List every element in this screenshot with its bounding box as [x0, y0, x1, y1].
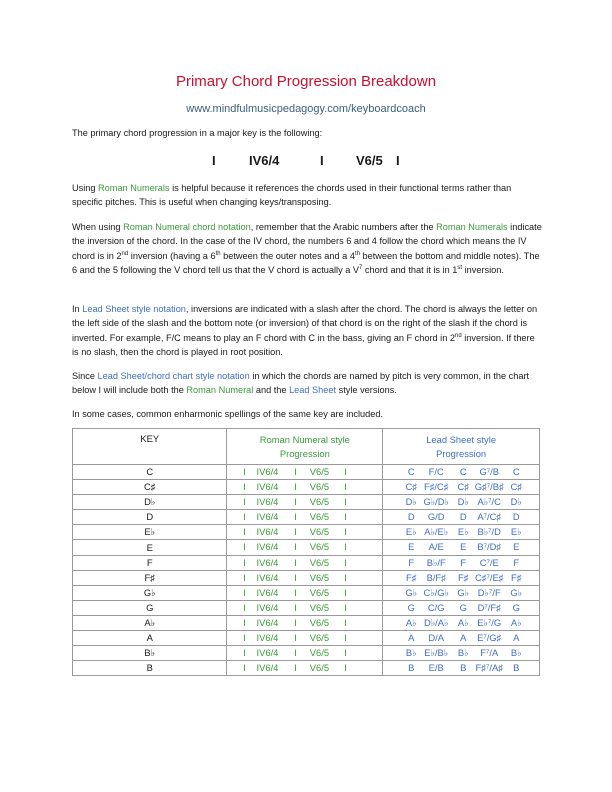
- roman-numeral-chord: V6/5: [309, 647, 330, 659]
- lead-sheet-chord: G♭: [405, 586, 418, 598]
- lead-sheet-chord: E: [513, 541, 520, 553]
- roman-numeral-chord: V6/5: [309, 632, 330, 644]
- term-roman-numeral-notation: Roman Numeral chord notation: [123, 222, 251, 232]
- roman-numeral-chord: IV6/4: [256, 541, 279, 553]
- lead-sheet-chord: D♭/A♭: [423, 616, 449, 628]
- roman-numeral-chord: I: [294, 647, 297, 659]
- lead-sheet-chord: A♭: [405, 616, 417, 628]
- roman-numeral-cell: [227, 495, 383, 510]
- page-title: Primary Chord Progression Breakdown: [175, 73, 437, 90]
- table-row: [73, 540, 540, 555]
- roman-numeral-chord: IV6/4: [256, 632, 279, 644]
- paragraph-roman-numeral-notation: When using Roman Numeral chord notation, remember that the Arabic numbers after the Roman Numerals indicate the inversion of the chord. In the case of the IV chord, the numbers 6 and 4 follow the chord which means the IV chord is in 2nd inversion (having a 6th between the outer notes and a 4th between the bottom and middle notes). The 6 and the 5 following the V chord tell us that the V chord is actually a $V^7$ chord and that it is in 1st inversion.: [72, 222, 542, 275]
- lead-sheet-cell: [383, 555, 540, 570]
- roman-numeral-chord: I: [294, 586, 297, 598]
- key-cell: F♯: [73, 570, 227, 585]
- roman-numeral-chord: IV6/4: [256, 556, 279, 568]
- lead-sheet-chord: A: [408, 632, 415, 644]
- lead-sheet-cell: [383, 540, 540, 555]
- chord-progression: [0, 153, 612, 171]
- roman-numeral-chord: I: [344, 632, 347, 644]
- progression-chord: IV6/4: [249, 153, 280, 168]
- lead-sheet-chord: G♭: [457, 586, 470, 598]
- lead-sheet-chord: C♯: [510, 481, 522, 493]
- table-row: [73, 510, 540, 525]
- roman-numeral-chord: V6/5: [309, 616, 330, 628]
- lead-sheet-chord: E/B: [428, 662, 444, 674]
- roman-numeral-chord: V6/5: [309, 601, 330, 613]
- key-cell: D♭: [73, 495, 227, 510]
- roman-numeral-cell: [227, 600, 383, 615]
- roman-numeral-chord: I: [344, 466, 347, 477]
- progression-chord: I: [320, 153, 324, 168]
- lead-sheet-chord: E♭: [405, 526, 417, 538]
- roman-numeral-chord: V6/5: [309, 571, 330, 583]
- lead-sheet-cell: [383, 661, 540, 676]
- lead-sheet-chord: G♯⁷/B♯: [474, 481, 504, 493]
- key-cell: G♭: [73, 585, 227, 600]
- lead-sheet-cell: [383, 600, 540, 615]
- intro-paragraph: The primary chord progression in a major key is the following:: [72, 128, 323, 138]
- roman-numeral-cell: [227, 585, 383, 600]
- header-roman-numeral: Roman Numeral style Progression: [227, 429, 383, 465]
- roman-numeral-chord: V6/5: [309, 466, 330, 477]
- progression-chord: I: [396, 153, 400, 168]
- roman-numeral-chord: I: [243, 616, 246, 628]
- lead-sheet-chord: E♭: [457, 526, 469, 538]
- lead-sheet-chord: D♭: [457, 496, 469, 508]
- table-row: [73, 646, 540, 661]
- lead-sheet-chord: A♭⁷/C: [477, 496, 501, 508]
- lead-sheet-cell: [383, 495, 540, 510]
- lead-sheet-chord: F♯⁷/A♯: [475, 662, 503, 674]
- roman-numeral-chord: IV6/4: [256, 481, 279, 493]
- table-row: [73, 600, 540, 615]
- roman-numeral-cell: [227, 570, 383, 585]
- roman-numeral-chord: V6/5: [309, 511, 330, 523]
- roman-numeral-chord: I: [294, 571, 297, 583]
- lead-sheet-cell: [383, 585, 540, 600]
- lead-sheet-chord: E♭/B♭: [424, 647, 449, 659]
- lead-sheet-chord: D: [407, 511, 415, 523]
- progression-chord: V6/5: [356, 153, 383, 168]
- roman-numeral-cell: [227, 540, 383, 555]
- table-row: [73, 555, 540, 570]
- lead-sheet-cell: [383, 570, 540, 585]
- roman-numeral-chord: I: [344, 511, 347, 523]
- roman-numeral-cell: [227, 555, 383, 570]
- lead-sheet-chord: B: [460, 662, 467, 674]
- roman-numeral-chord: I: [344, 662, 347, 674]
- lead-sheet-cell: [383, 480, 540, 495]
- lead-sheet-chord: F♯/C♯: [423, 481, 449, 493]
- roman-numeral-chord: V6/5: [309, 586, 330, 598]
- lead-sheet-chord: C♭/G♭: [423, 586, 449, 598]
- lead-sheet-chord: A: [513, 632, 520, 644]
- lead-sheet-chord: F♯: [458, 571, 469, 583]
- lead-sheet-chord: A/E: [428, 541, 444, 553]
- roman-numeral-chord: I: [344, 616, 347, 628]
- key-cell: A♭: [73, 615, 227, 630]
- key-cell: C: [73, 465, 227, 480]
- table-row: [73, 570, 540, 585]
- paragraph-chart-explanation: Since Lead Sheet/chord chart style notation in which the chords are named by pitch is very common, in the chart below I will include both the Roman Numeral and the Lead Sheet style versions.: [72, 371, 530, 396]
- lead-sheet-chord: C♯⁷/E♯: [475, 571, 504, 583]
- lead-sheet-chord: C♯: [457, 481, 469, 493]
- roman-numeral-chord: IV6/4: [256, 586, 279, 598]
- key-cell: C♯: [73, 480, 227, 495]
- roman-numeral-chord: IV6/4: [256, 511, 279, 523]
- lead-sheet-chord: G: [459, 601, 467, 613]
- table-row: [73, 661, 540, 676]
- lead-sheet-chord: F♯: [511, 571, 522, 583]
- lead-sheet-chord: E: [408, 541, 415, 553]
- table-header-row: [73, 429, 540, 465]
- table-row: [73, 585, 540, 600]
- lead-sheet-chord: A: [460, 632, 467, 644]
- roman-numeral-chord: I: [294, 541, 297, 553]
- lead-sheet-chord: E: [460, 541, 467, 553]
- lead-sheet-chord: G/D: [427, 511, 445, 523]
- lead-sheet-chord: B♭: [405, 647, 417, 659]
- lead-sheet-chord: F: [408, 556, 415, 568]
- roman-numeral-chord: I: [294, 662, 297, 674]
- roman-numeral-chord: I: [243, 662, 246, 674]
- roman-numeral-cell: [227, 525, 383, 540]
- table-row: [73, 480, 540, 495]
- table-row: [73, 525, 540, 540]
- roman-numeral-chord: I: [294, 632, 297, 644]
- lead-sheet-chord: C/G: [427, 601, 445, 613]
- header-lead-sheet: Lead Sheet style Progression: [383, 429, 540, 465]
- roman-numeral-chord: I: [243, 466, 246, 477]
- roman-numeral-cell: [227, 661, 383, 676]
- roman-numeral-chord: I: [294, 526, 297, 538]
- lead-sheet-chord: C: [459, 466, 467, 477]
- roman-numeral-chord: I: [294, 481, 297, 493]
- key-cell: E♭: [73, 525, 227, 540]
- lead-sheet-chord: G♭/D♭: [423, 496, 449, 508]
- term-lead-sheet: Lead Sheet: [289, 385, 337, 396]
- term-roman-numerals: Roman Numerals: [98, 183, 170, 193]
- header-key: KEY: [73, 429, 227, 465]
- lead-sheet-chord: B♭: [457, 647, 469, 659]
- roman-numeral-chord: IV6/4: [256, 466, 279, 477]
- roman-numeral-cell: [227, 615, 383, 630]
- roman-numeral-chord: I: [243, 632, 246, 644]
- roman-numeral-chord: I: [344, 556, 347, 568]
- table-row: [73, 465, 540, 480]
- roman-numeral-cell: [227, 646, 383, 661]
- roman-numeral-chord: I: [344, 496, 347, 508]
- lead-sheet-chord: A♭: [510, 616, 522, 628]
- roman-numeral-cell: [227, 510, 383, 525]
- roman-numeral-cell: [227, 465, 383, 480]
- roman-numeral-chord: IV6/4: [256, 662, 279, 674]
- lead-sheet-chord: F⁷/A: [480, 647, 499, 659]
- roman-numeral-chord: I: [243, 541, 246, 553]
- lead-sheet-chord: G: [512, 601, 520, 613]
- roman-numeral-chord: I: [294, 601, 297, 613]
- key-cell: A: [73, 631, 227, 646]
- lead-sheet-chord: E♭⁷/G: [477, 616, 502, 628]
- lead-sheet-chord: B♭: [510, 647, 522, 659]
- lead-sheet-cell: [383, 465, 540, 480]
- lead-sheet-chord: B⁷/D♯: [477, 541, 502, 553]
- lead-sheet-chord: E♭: [510, 526, 522, 538]
- key-cell: E: [73, 540, 227, 555]
- lead-sheet-chord: B/F♯: [426, 571, 446, 583]
- key-cell: F: [73, 555, 227, 570]
- lead-sheet-cell: [383, 631, 540, 646]
- roman-numeral-chord: V6/5: [309, 526, 330, 538]
- roman-numeral-chord: I: [294, 616, 297, 628]
- roman-numeral-cell: [227, 631, 383, 646]
- roman-numeral-chord: I: [243, 511, 246, 523]
- paragraph-lead-sheet-notation: In Lead Sheet style notation, inversions are indicated with a slash after the chord. The chord is always the letter on the left side of the slash and the bottom note (or inversion) of that chord is on the right of the slash if the chord is inverted. For example, F/C means to play an F chord with C in the bass, giving an F chord in 2nd inversion. If there is no slash, then the chord is played in root position.: [72, 304, 538, 357]
- lead-sheet-chord: A⁷/C♯: [477, 511, 502, 523]
- lead-sheet-chord: C: [512, 466, 520, 477]
- roman-numeral-chord: I: [294, 496, 297, 508]
- roman-numeral-chord: IV6/4: [256, 616, 279, 628]
- lead-sheet-chord: D: [459, 511, 467, 523]
- roman-numeral-chord: V6/5: [309, 556, 330, 568]
- roman-numeral-chord: I: [243, 481, 246, 493]
- roman-numeral-chord: I: [344, 526, 347, 538]
- lead-sheet-chord: A♭: [457, 616, 469, 628]
- lead-sheet-chord: C⁷/E: [479, 556, 499, 568]
- lead-sheet-chord: F♯: [406, 571, 417, 583]
- roman-numeral-chord: I: [344, 571, 347, 583]
- chord-progression-table: [72, 428, 540, 676]
- website-url[interactable]: www.mindfulmusicpedagogy.com/keyboardcoach: [186, 103, 426, 115]
- lead-sheet-chord: B♭⁷/D: [477, 526, 501, 538]
- lead-sheet-chord: D♭: [510, 496, 522, 508]
- roman-numeral-chord: I: [294, 556, 297, 568]
- lead-sheet-chord: C: [407, 466, 415, 477]
- term-lead-sheet-notation: Lead Sheet style notation: [82, 304, 186, 314]
- lead-sheet-cell: [383, 646, 540, 661]
- lead-sheet-chord: B♭/F: [426, 556, 446, 568]
- lead-sheet-chord: G: [407, 601, 415, 613]
- table-row: [73, 631, 540, 646]
- lead-sheet-chord: F: [460, 556, 467, 568]
- roman-numeral-chord: I: [243, 601, 246, 613]
- roman-numeral-chord: I: [243, 586, 246, 598]
- roman-numeral-chord: I: [344, 481, 347, 493]
- term-roman-numeral: Roman Numeral: [186, 385, 254, 396]
- roman-numeral-chord: I: [344, 601, 347, 613]
- lead-sheet-chord: D/A: [428, 632, 445, 644]
- table-row: [73, 495, 540, 510]
- table-row: [73, 615, 540, 630]
- lead-sheet-chord: B: [408, 662, 415, 674]
- lead-sheet-chord: G♭: [510, 586, 523, 598]
- roman-numeral-chord: I: [243, 496, 246, 508]
- roman-numeral-chord: I: [243, 556, 246, 568]
- paragraph-roman-numerals: Using Roman Numerals is helpful because it references the chords used in their functional terms rather than specific pitches. This is useful when changing keys/transposing.: [72, 183, 512, 208]
- roman-numeral-cell: [227, 480, 383, 495]
- roman-numeral-chord: V6/5: [309, 541, 330, 553]
- table-body: [73, 465, 540, 676]
- lead-sheet-chord: F/C: [428, 466, 444, 477]
- roman-numeral-chord: IV6/4: [256, 571, 279, 583]
- paragraph-enharmonic-note: In some cases, common enharmonic spellings of the same key are included.: [72, 409, 383, 419]
- roman-numeral-chord: IV6/4: [256, 526, 279, 538]
- lead-sheet-chord: D⁷/F♯: [477, 601, 501, 613]
- lead-sheet-cell: [383, 510, 540, 525]
- lead-sheet-chord: D♭⁷/F: [477, 586, 501, 598]
- lead-sheet-cell: [383, 525, 540, 540]
- key-cell: B: [73, 661, 227, 676]
- roman-numeral-chord: I: [344, 647, 347, 659]
- lead-sheet-cell: [383, 615, 540, 630]
- key-cell: G: [73, 600, 227, 615]
- lead-sheet-chord: G⁷/B: [479, 466, 499, 477]
- lead-sheet-chord: A♭/E♭: [424, 526, 449, 538]
- roman-numeral-chord: I: [243, 571, 246, 583]
- roman-numeral-chord: V6/5: [309, 662, 330, 674]
- roman-numeral-chord: IV6/4: [256, 496, 279, 508]
- lead-sheet-chord: D♭: [405, 496, 417, 508]
- key-cell: D: [73, 510, 227, 525]
- roman-numeral-chord: I: [243, 647, 246, 659]
- term-lead-sheet-chart: Lead Sheet/chord chart style notation: [97, 371, 250, 381]
- lead-sheet-chord: E⁷/G♯: [477, 632, 502, 644]
- lead-sheet-chord: B: [513, 662, 520, 674]
- term-roman-numerals: Roman Numerals: [436, 222, 508, 232]
- progression-chord: I: [212, 153, 216, 168]
- lead-sheet-chord: C♯: [405, 481, 417, 493]
- roman-numeral-chord: V6/5: [309, 481, 330, 493]
- roman-numeral-chord: I: [294, 511, 297, 523]
- roman-numeral-chord: I: [243, 526, 246, 538]
- roman-numeral-chord: IV6/4: [256, 601, 279, 613]
- roman-numeral-chord: IV6/4: [256, 647, 279, 659]
- roman-numeral-chord: I: [294, 466, 297, 477]
- key-cell: B♭: [73, 646, 227, 661]
- roman-numeral-chord: V6/5: [309, 496, 330, 508]
- roman-numeral-chord: I: [344, 541, 347, 553]
- roman-numeral-chord: I: [344, 586, 347, 598]
- lead-sheet-chord: D: [512, 511, 520, 523]
- lead-sheet-chord: F: [513, 556, 520, 568]
